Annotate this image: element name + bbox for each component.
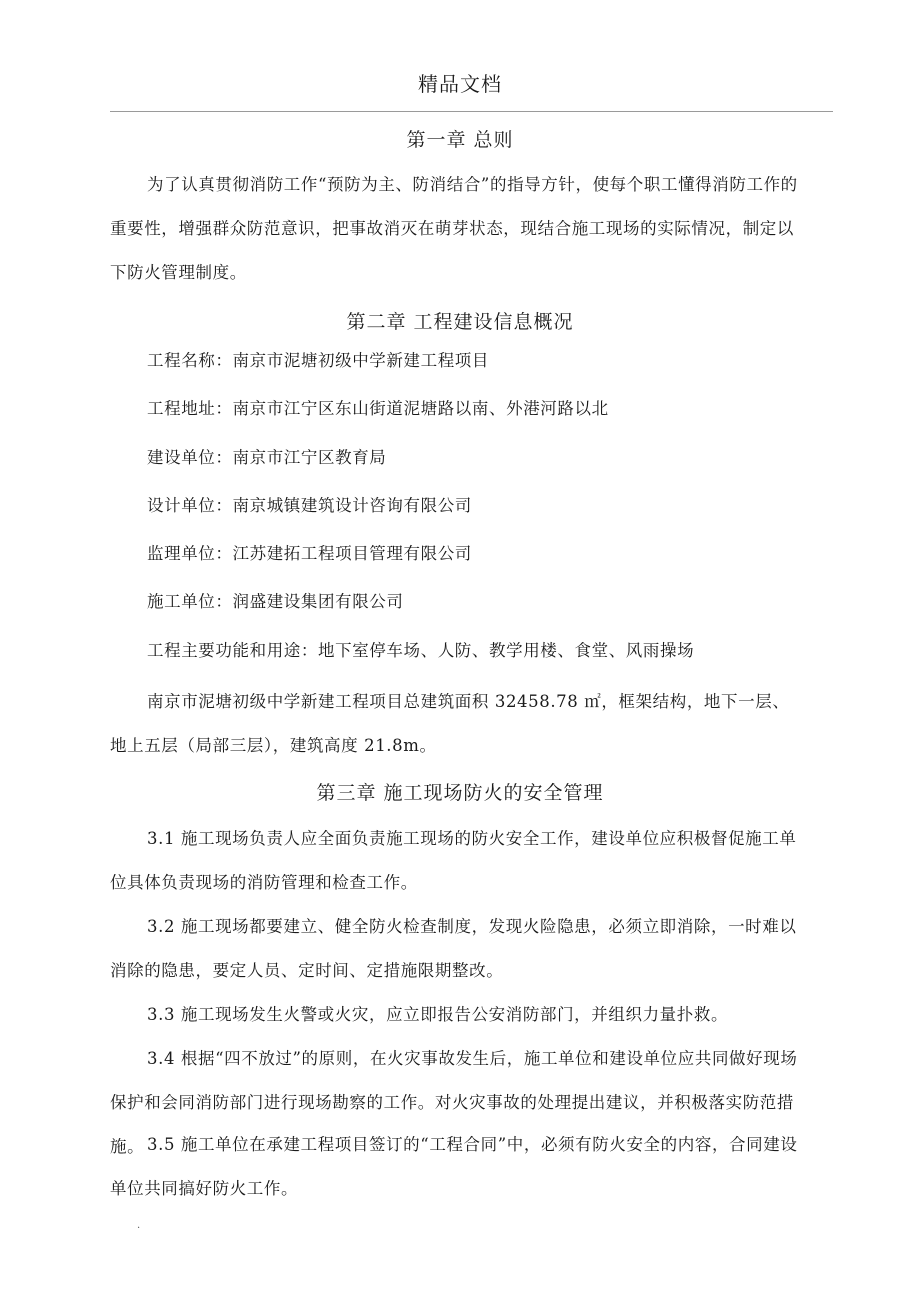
chapter-2-heading: 第二章 工程建设信息概况 bbox=[346, 311, 574, 333]
info-value: 南京市泥塘初级中学新建工程项目 bbox=[232, 351, 489, 370]
info-label: 工程名称： bbox=[147, 351, 233, 370]
info-item-designer bbox=[147, 492, 837, 516]
info-label: 设计单位： bbox=[147, 496, 233, 515]
info-item-project-address bbox=[147, 395, 837, 419]
chapter-3-heading: 第三章 施工现场防火的安全管理 bbox=[316, 782, 604, 804]
info-label: 建设单位： bbox=[147, 448, 233, 467]
info-item-developer bbox=[147, 444, 837, 468]
info-value: 南京市江宁区教育局 bbox=[232, 448, 387, 467]
info-label: 工程主要功能和用途： bbox=[147, 641, 318, 660]
info-value: 地下室停车场、人防、教学用楼、食堂、风雨操场 bbox=[318, 641, 695, 660]
info-item-contractor bbox=[147, 588, 837, 612]
clause-3-3: 3.3 施工现场发生火警或火灾，应立即报告公安消防部门，并组织力量扑救。 bbox=[147, 1005, 729, 1024]
info-label: 施工单位： bbox=[147, 592, 233, 611]
info-label: 监理单位： bbox=[147, 544, 233, 563]
clause-3-1: 3.1 施工现场负责人应全面负责施工现场的防火安全工作，建设单位应积极督促施工单位具体负责现场的消防管理和检查工作。 bbox=[110, 829, 797, 892]
info-item-supervisor bbox=[147, 540, 837, 564]
info-value: 南京城镇建筑设计咨询有限公司 bbox=[232, 496, 472, 515]
info-value: 润盛建设集团有限公司 bbox=[232, 592, 404, 611]
clause-3-5: 3.5 施工单位在承建工程项目签订的“工程合同”中，必须有防火安全的内容，合同建设单位共同搞好防火工作。 bbox=[110, 1135, 798, 1198]
chapter-1-paragraph: 为了认真贯彻消防工作“预防为主、防消结合”的指导方针，使每个职工懂得消防工作的重要性，增强群众防范意识，把事故消灭在萌芽状态，现结合施工现场的实际情况，制定以下防火管理制度。 bbox=[110, 175, 798, 282]
clause-3-4: 3.4 根据“四不放过”的原则，在火灾事故发生后，施工单位和建设单位应共同做好现场保护和会同消防部门进行现场勘察的工作。对火灾事故的处理提出建议，并积极落实防范措施。 bbox=[110, 1049, 798, 1156]
info-label: 工程地址： bbox=[147, 399, 233, 418]
info-item-functions bbox=[147, 637, 837, 661]
page-header-title: 精品文档 bbox=[418, 72, 502, 96]
info-value: 南京市江宁区东山街道泥塘路以南、外港河路以北 bbox=[232, 399, 609, 418]
info-value: 江苏建拓工程项目管理有限公司 bbox=[232, 544, 472, 563]
chapter-1-heading: 第一章 总则 bbox=[406, 129, 514, 151]
header-divider bbox=[110, 111, 833, 112]
chapter-2-summary: 南京市泥塘初级中学新建工程项目总建筑面积 32458.78 ㎡，框架结构，地下一层、地上五层（局部三层），建筑高度 21.8m。 bbox=[110, 692, 790, 755]
info-item-project-name bbox=[147, 347, 837, 371]
footer-mark: . bbox=[137, 1220, 141, 1231]
clause-3-2: 3.2 施工现场都要建立、健全防火检查制度，发现火险隐患，必须立即消除，一时难以消除的隐患，要定人员、定时间、定措施限期整改。 bbox=[110, 917, 797, 980]
